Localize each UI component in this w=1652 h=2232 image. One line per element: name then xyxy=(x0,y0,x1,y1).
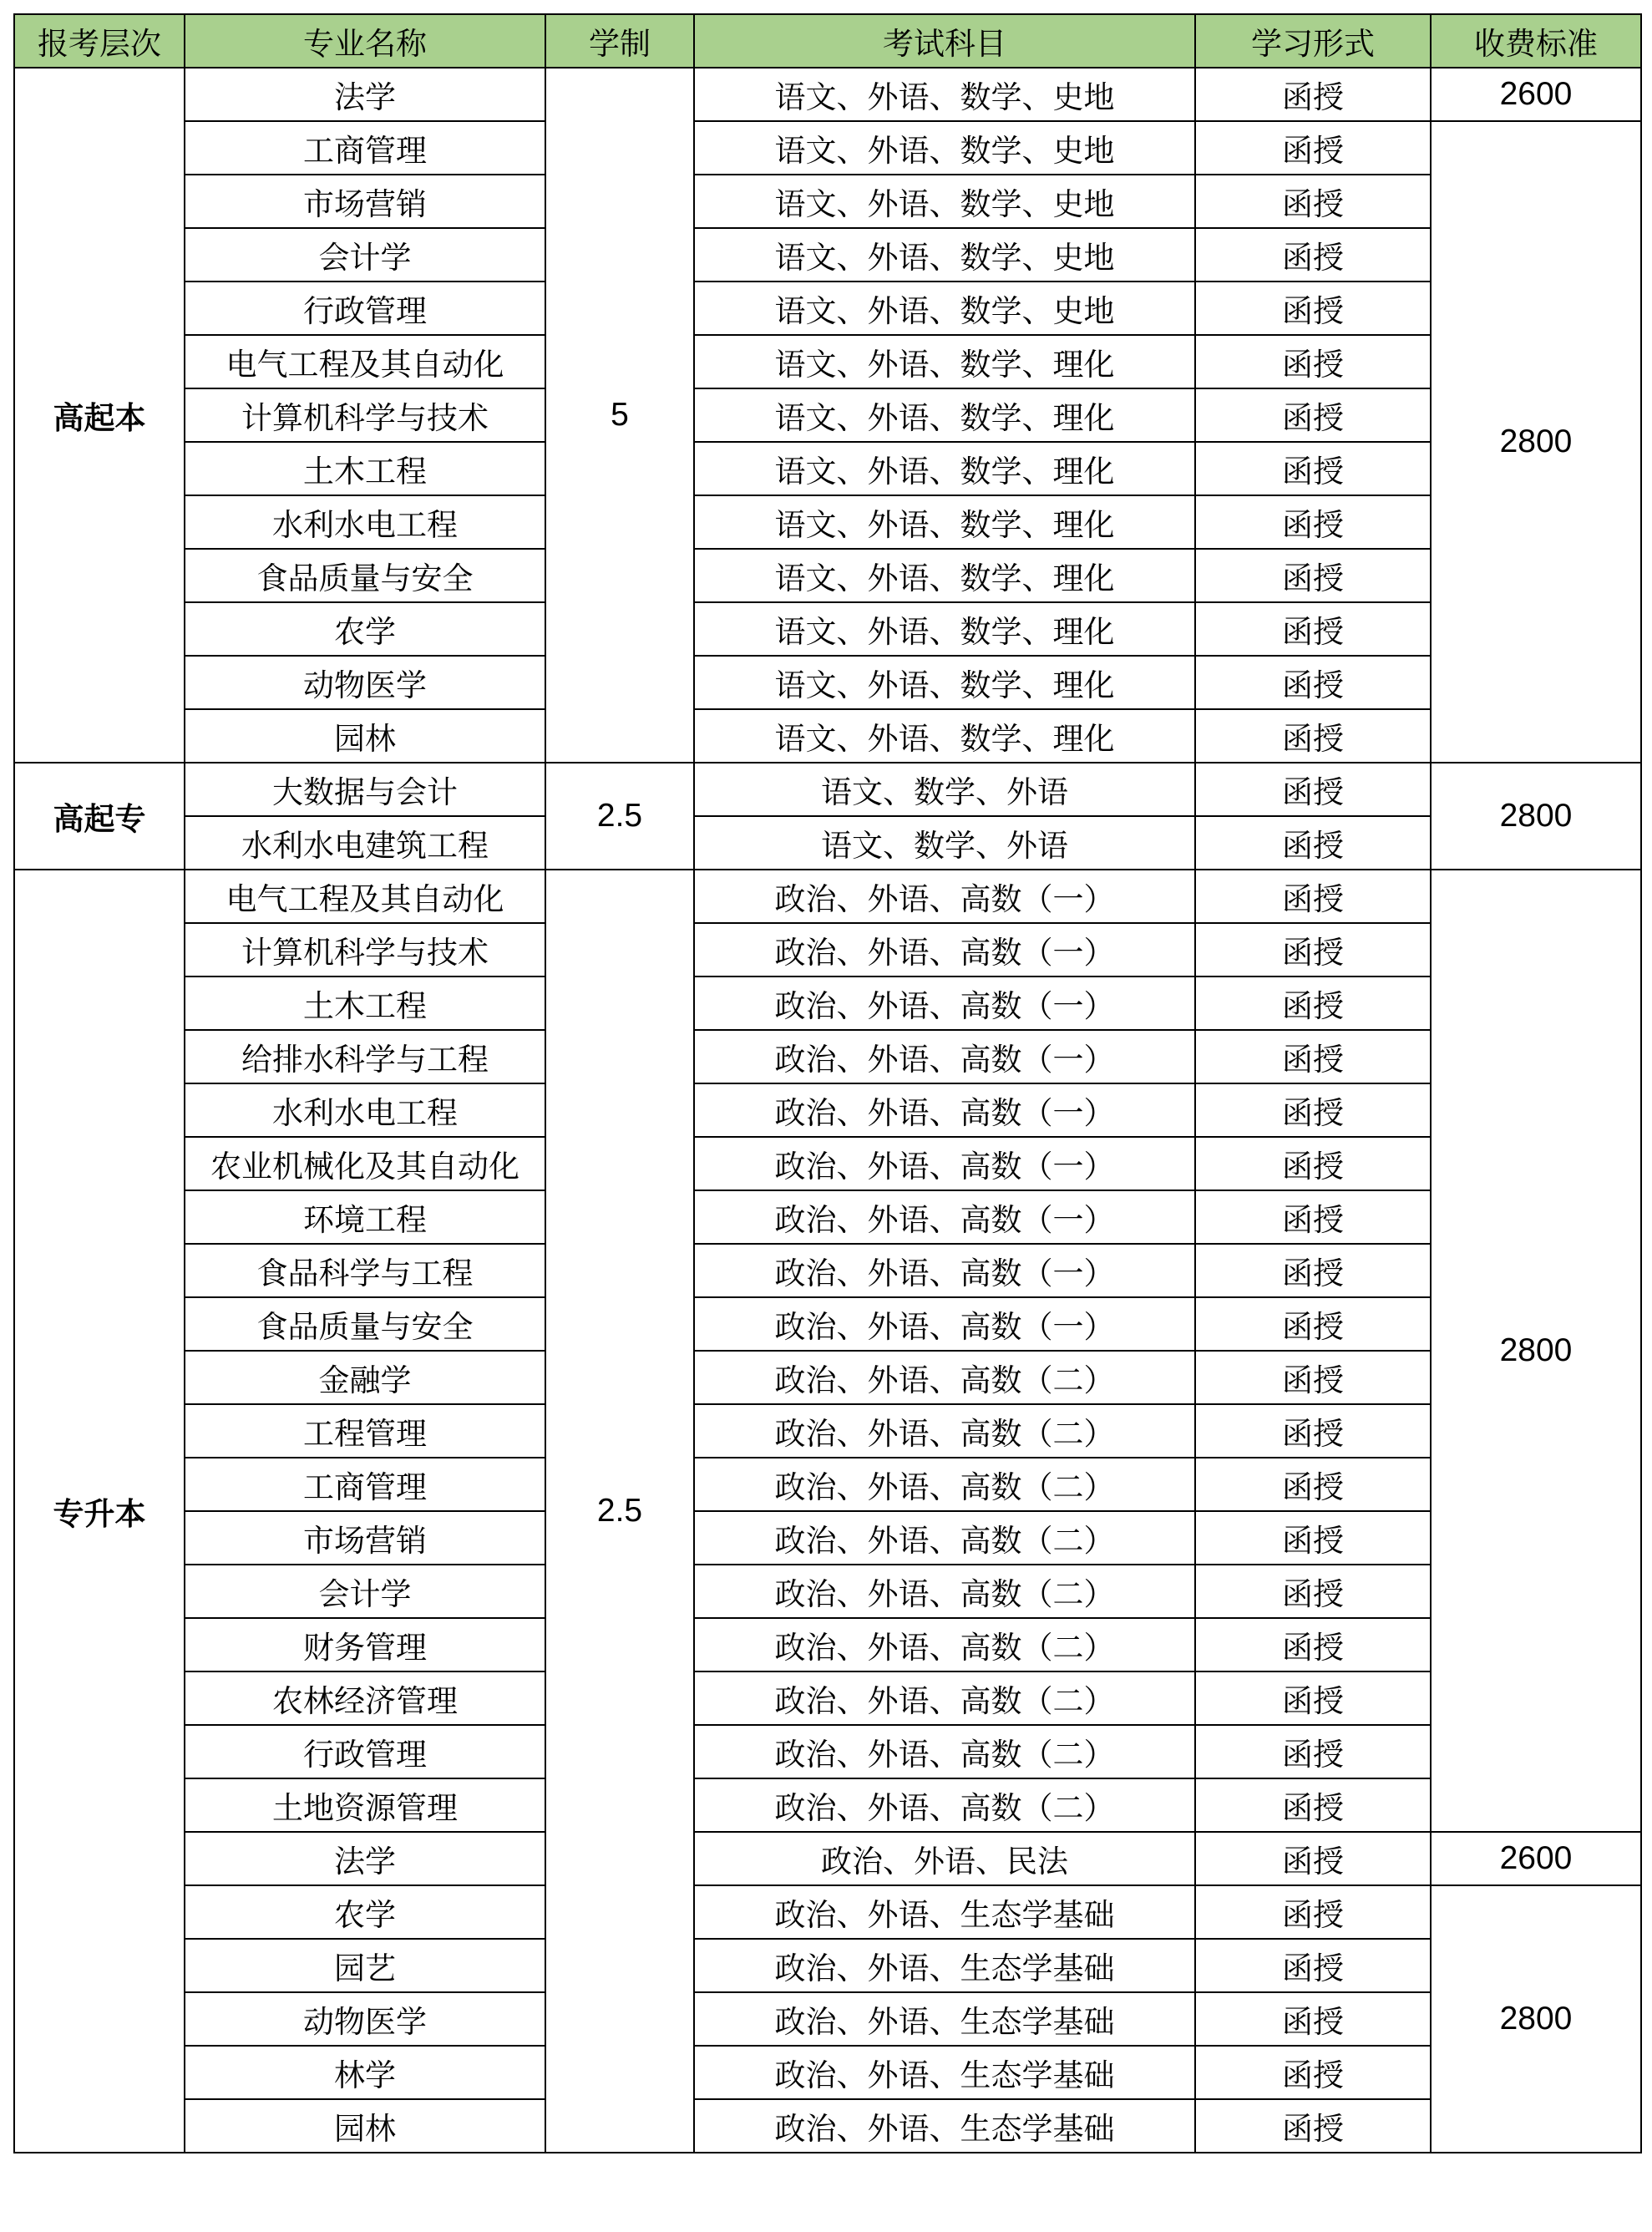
subjects-cell: 语文、外语、数学、史地 xyxy=(694,121,1195,175)
major-cell: 水利水电工程 xyxy=(185,1083,545,1137)
major-cell: 市场营销 xyxy=(185,175,545,228)
mode-cell: 函授 xyxy=(1195,1458,1431,1511)
table-row xyxy=(14,1511,1641,1565)
subjects-cell: 政治、外语、高数（一） xyxy=(694,923,1195,976)
major-cell: 食品科学与工程 xyxy=(185,1244,545,1297)
major-cell: 计算机科学与技术 xyxy=(185,923,545,976)
mode-cell: 函授 xyxy=(1195,1244,1431,1297)
header-row xyxy=(14,14,1641,68)
mode-cell: 函授 xyxy=(1195,1404,1431,1458)
table-row xyxy=(14,816,1641,870)
major-cell: 财务管理 xyxy=(185,1618,545,1671)
major-cell: 农学 xyxy=(185,1885,545,1939)
subjects-cell: 政治、外语、高数（二） xyxy=(694,1458,1195,1511)
header-subjects: 考试科目 xyxy=(694,14,1195,68)
mode-cell: 函授 xyxy=(1195,1190,1431,1244)
table-row xyxy=(14,175,1641,228)
table-row xyxy=(14,1030,1641,1083)
fee-cell: 2800 xyxy=(1431,1885,1641,2153)
table-row xyxy=(14,1190,1641,1244)
subjects-cell: 政治、外语、高数（二） xyxy=(694,1671,1195,1725)
subjects-cell: 政治、外语、生态学基础 xyxy=(694,1885,1195,1939)
major-cell: 水利水电建筑工程 xyxy=(185,816,545,870)
table-row xyxy=(14,442,1641,495)
mode-cell: 函授 xyxy=(1195,1511,1431,1565)
table-row xyxy=(14,121,1641,175)
table-row xyxy=(14,870,1641,923)
mode-cell: 函授 xyxy=(1195,1832,1431,1885)
subjects-cell: 政治、外语、高数（二） xyxy=(694,1565,1195,1618)
mode-cell: 函授 xyxy=(1195,1351,1431,1404)
mode-cell: 函授 xyxy=(1195,68,1431,121)
level-cell: 高起专 xyxy=(14,763,185,870)
table-row xyxy=(14,1083,1641,1137)
years-cell: 5 xyxy=(545,68,694,763)
table-row xyxy=(14,1778,1641,1832)
subjects-cell: 语文、外语、数学、理化 xyxy=(694,495,1195,549)
mode-cell: 函授 xyxy=(1195,1137,1431,1190)
mode-cell: 函授 xyxy=(1195,1083,1431,1137)
mode-cell: 函授 xyxy=(1195,2099,1431,2153)
major-cell: 电气工程及其自动化 xyxy=(185,870,545,923)
table-row xyxy=(14,1725,1641,1778)
header-mode: 学习形式 xyxy=(1195,14,1431,68)
table-row xyxy=(14,2046,1641,2099)
mode-cell: 函授 xyxy=(1195,1939,1431,1992)
major-cell: 大数据与会计 xyxy=(185,763,545,816)
header-years: 学制 xyxy=(545,14,694,68)
table-row xyxy=(14,1885,1641,1939)
mode-cell: 函授 xyxy=(1195,1671,1431,1725)
subjects-cell: 语文、外语、数学、理化 xyxy=(694,656,1195,709)
mode-cell: 函授 xyxy=(1195,2046,1431,2099)
table-row xyxy=(14,1244,1641,1297)
mode-cell: 函授 xyxy=(1195,709,1431,763)
subjects-cell: 语文、数学、外语 xyxy=(694,816,1195,870)
table-row xyxy=(14,495,1641,549)
table-row xyxy=(14,1992,1641,2046)
table-row xyxy=(14,923,1641,976)
major-cell: 食品质量与安全 xyxy=(185,1297,545,1351)
mode-cell: 函授 xyxy=(1195,870,1431,923)
table-body xyxy=(14,68,1641,2153)
major-cell: 园林 xyxy=(185,2099,545,2153)
subjects-cell: 政治、外语、生态学基础 xyxy=(694,2099,1195,2153)
major-cell: 园艺 xyxy=(185,1939,545,1992)
table-row xyxy=(14,228,1641,282)
major-cell: 行政管理 xyxy=(185,1725,545,1778)
subjects-cell: 政治、外语、生态学基础 xyxy=(694,1992,1195,2046)
table-row xyxy=(14,549,1641,602)
mode-cell: 函授 xyxy=(1195,602,1431,656)
major-cell: 土地资源管理 xyxy=(185,1778,545,1832)
table-row xyxy=(14,1351,1641,1404)
mode-cell: 函授 xyxy=(1195,442,1431,495)
table-row xyxy=(14,1939,1641,1992)
subjects-cell: 政治、外语、高数（一） xyxy=(694,1244,1195,1297)
subjects-cell: 政治、外语、高数（一） xyxy=(694,1190,1195,1244)
table-row xyxy=(14,1618,1641,1671)
major-cell: 计算机科学与技术 xyxy=(185,388,545,442)
mode-cell: 函授 xyxy=(1195,1618,1431,1671)
mode-cell: 函授 xyxy=(1195,923,1431,976)
mode-cell: 函授 xyxy=(1195,1565,1431,1618)
major-cell: 电气工程及其自动化 xyxy=(185,335,545,388)
subjects-cell: 语文、外语、数学、理化 xyxy=(694,388,1195,442)
subjects-cell: 语文、外语、数学、理化 xyxy=(694,442,1195,495)
major-cell: 工程管理 xyxy=(185,1404,545,1458)
table-row xyxy=(14,656,1641,709)
mode-cell: 函授 xyxy=(1195,228,1431,282)
major-cell: 会计学 xyxy=(185,1565,545,1618)
years-cell: 2.5 xyxy=(545,763,694,870)
major-cell: 土木工程 xyxy=(185,442,545,495)
major-cell: 水利水电工程 xyxy=(185,495,545,549)
table-row xyxy=(14,1671,1641,1725)
mode-cell: 函授 xyxy=(1195,1992,1431,2046)
header-major: 专业名称 xyxy=(185,14,545,68)
major-cell: 动物医学 xyxy=(185,1992,545,2046)
fee-cell: 2600 xyxy=(1431,1832,1641,1885)
major-cell: 农学 xyxy=(185,602,545,656)
fee-cell: 2800 xyxy=(1431,763,1641,870)
table-row xyxy=(14,1137,1641,1190)
major-cell: 农业机械化及其自动化 xyxy=(185,1137,545,1190)
mode-cell: 函授 xyxy=(1195,976,1431,1030)
mode-cell: 函授 xyxy=(1195,1030,1431,1083)
table-row xyxy=(14,335,1641,388)
major-cell: 工商管理 xyxy=(185,1458,545,1511)
table-row xyxy=(14,1565,1641,1618)
subjects-cell: 语文、外语、数学、史地 xyxy=(694,175,1195,228)
years-cell: 2.5 xyxy=(545,870,694,2153)
mode-cell: 函授 xyxy=(1195,121,1431,175)
major-cell: 金融学 xyxy=(185,1351,545,1404)
header-fee: 收费标准 xyxy=(1431,14,1641,68)
major-cell: 林学 xyxy=(185,2046,545,2099)
level-cell: 高起本 xyxy=(14,68,185,763)
table-row xyxy=(14,709,1641,763)
fee-cell: 2600 xyxy=(1431,68,1641,121)
table-row xyxy=(14,763,1641,816)
level-cell: 专升本 xyxy=(14,870,185,2153)
major-cell: 动物医学 xyxy=(185,656,545,709)
major-cell: 园林 xyxy=(185,709,545,763)
major-cell: 食品质量与安全 xyxy=(185,549,545,602)
header-level: 报考层次 xyxy=(14,14,185,68)
subjects-cell: 政治、外语、生态学基础 xyxy=(694,1939,1195,1992)
subjects-cell: 语文、外语、数学、理化 xyxy=(694,335,1195,388)
subjects-cell: 政治、外语、高数（二） xyxy=(694,1351,1195,1404)
subjects-cell: 语文、外语、数学、史地 xyxy=(694,68,1195,121)
major-cell: 法学 xyxy=(185,1832,545,1885)
subjects-cell: 政治、外语、高数（二） xyxy=(694,1725,1195,1778)
subjects-cell: 语文、外语、数学、史地 xyxy=(694,228,1195,282)
mode-cell: 函授 xyxy=(1195,1297,1431,1351)
mode-cell: 函授 xyxy=(1195,175,1431,228)
mode-cell: 函授 xyxy=(1195,1885,1431,1939)
table-row xyxy=(14,282,1641,335)
fee-cell: 2800 xyxy=(1431,870,1641,1832)
mode-cell: 函授 xyxy=(1195,335,1431,388)
mode-cell: 函授 xyxy=(1195,656,1431,709)
subjects-cell: 政治、外语、民法 xyxy=(694,1832,1195,1885)
subjects-cell: 政治、外语、高数（一） xyxy=(694,870,1195,923)
major-cell: 行政管理 xyxy=(185,282,545,335)
fee-cell: 2800 xyxy=(1431,121,1641,763)
table-row xyxy=(14,388,1641,442)
subjects-cell: 语文、外语、数学、理化 xyxy=(694,602,1195,656)
major-cell: 市场营销 xyxy=(185,1511,545,1565)
major-cell: 会计学 xyxy=(185,228,545,282)
mode-cell: 函授 xyxy=(1195,763,1431,816)
tuition-table xyxy=(13,13,1642,2153)
major-cell: 环境工程 xyxy=(185,1190,545,1244)
subjects-cell: 政治、外语、高数（一） xyxy=(694,1297,1195,1351)
subjects-cell: 政治、外语、高数（二） xyxy=(694,1404,1195,1458)
major-cell: 给排水科学与工程 xyxy=(185,1030,545,1083)
subjects-cell: 语文、外语、数学、理化 xyxy=(694,549,1195,602)
subjects-cell: 语文、外语、数学、理化 xyxy=(694,709,1195,763)
major-cell: 土木工程 xyxy=(185,976,545,1030)
table-row xyxy=(14,68,1641,121)
subjects-cell: 政治、外语、高数（二） xyxy=(694,1618,1195,1671)
major-cell: 工商管理 xyxy=(185,121,545,175)
mode-cell: 函授 xyxy=(1195,1778,1431,1832)
major-cell: 法学 xyxy=(185,68,545,121)
table-row xyxy=(14,976,1641,1030)
table-row xyxy=(14,1404,1641,1458)
subjects-cell: 政治、外语、高数（一） xyxy=(694,1083,1195,1137)
subjects-cell: 政治、外语、生态学基础 xyxy=(694,2046,1195,2099)
table-row xyxy=(14,602,1641,656)
table-row xyxy=(14,1297,1641,1351)
mode-cell: 函授 xyxy=(1195,495,1431,549)
subjects-cell: 政治、外语、高数（一） xyxy=(694,1137,1195,1190)
mode-cell: 函授 xyxy=(1195,816,1431,870)
major-cell: 农林经济管理 xyxy=(185,1671,545,1725)
table-row xyxy=(14,1458,1641,1511)
subjects-cell: 语文、外语、数学、史地 xyxy=(694,282,1195,335)
table-row xyxy=(14,1832,1641,1885)
subjects-cell: 政治、外语、高数（二） xyxy=(694,1778,1195,1832)
subjects-cell: 语文、数学、外语 xyxy=(694,763,1195,816)
mode-cell: 函授 xyxy=(1195,282,1431,335)
subjects-cell: 政治、外语、高数（二） xyxy=(694,1511,1195,1565)
subjects-cell: 政治、外语、高数（一） xyxy=(694,976,1195,1030)
mode-cell: 函授 xyxy=(1195,1725,1431,1778)
table-row xyxy=(14,2099,1641,2153)
mode-cell: 函授 xyxy=(1195,549,1431,602)
mode-cell: 函授 xyxy=(1195,388,1431,442)
subjects-cell: 政治、外语、高数（一） xyxy=(694,1030,1195,1083)
